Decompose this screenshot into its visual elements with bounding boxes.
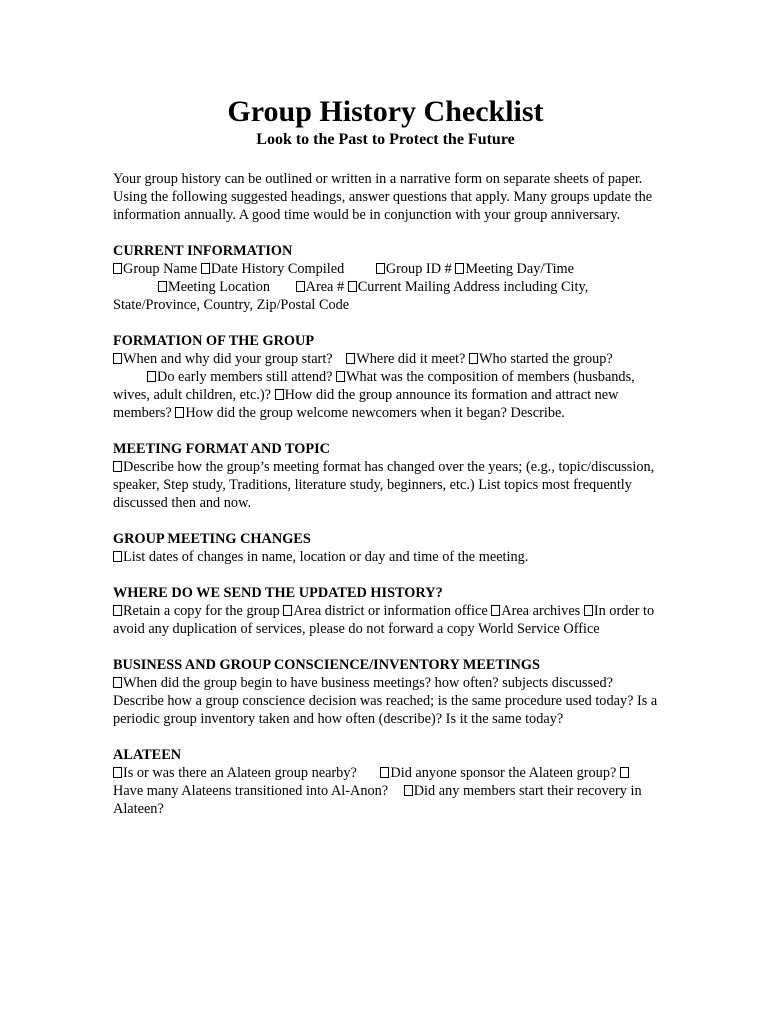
checklist-item: Do early members still attend? [157,369,333,385]
checkbox-retain-copy[interactable] [113,605,122,616]
checkbox-announce-formation[interactable] [275,389,284,400]
checkbox-alateens-transitioned[interactable] [620,767,629,778]
checklist-item: List dates of changes in name, location or day and time of the meeting. [123,549,529,565]
checkbox-current-mailing-address[interactable] [348,281,357,292]
checkbox-where-meet[interactable] [346,353,355,364]
checkbox-list-dates[interactable] [113,551,122,562]
checkbox-group-name[interactable] [113,263,122,274]
checkbox-group-id[interactable] [376,263,385,274]
document-page [113,94,658,818]
section-body [113,674,658,728]
checklist-item: How did the group announce its formation and attract new members? [113,387,619,421]
checklist-item: Describe how the group’s meeting format has changed over the years; (e.g., topic/discussion, speaker, Step study, Traditions, literature study, beginners, etc.) List topics most frequently discussed then and now. [113,459,655,511]
checklist-item: Date History Compiled [210,261,345,277]
section-heading: GROUP MEETING CHANGES [113,531,311,547]
section-heading: CURRENT INFORMATION [113,243,293,259]
checkbox-meeting-location[interactable] [158,281,167,292]
section-body [113,458,658,512]
checklist-item: When did the group begin to have business meetings? how often? subjects discussed? Describe how a group conscience decision was reached; is the same procedure used today? Is a periodic group inventory taken and how often (describe)? Is it the same today? [113,675,658,727]
checkbox-members-recovery[interactable] [404,785,413,796]
section-body [113,602,658,638]
section-alateen [113,746,658,818]
checkbox-welcome-newcomers[interactable] [175,407,184,418]
checklist-item: Retain a copy for the group [123,603,280,619]
checkbox-area-district[interactable] [283,605,292,616]
checklist-item: Have many Alateens transitioned into Al-Anon? [113,783,389,799]
section-meeting-format [113,440,658,512]
checklist-item: Meeting Day/Time [465,261,575,277]
checklist-item: Area archives [501,603,581,619]
checklist-item: How did the group welcome newcomers when it began? Describe. [185,405,565,421]
section-body [113,764,658,818]
checklist-item: When and why did your group start? [123,351,333,367]
checklist-item: Current Mailing Address including City, State/Province, Country, Zip/Postal Code [113,279,589,313]
checklist-item: Area # [305,279,345,295]
checklist-item: Where did it meet? [356,351,466,367]
checklist-item: Did anyone sponsor the Alateen group? [390,765,617,781]
section-heading: MEETING FORMAT AND TOPIC [113,441,330,457]
section-business-meetings [113,656,658,728]
page-title: Group History Checklist [227,95,544,128]
checkbox-composition[interactable] [336,371,345,382]
section-where-send [113,584,658,638]
checkbox-alateen-nearby[interactable] [113,767,122,778]
checkbox-early-members[interactable] [147,371,156,382]
checklist-item: Did any members start their recovery in Alateen? [113,783,642,817]
section-meeting-changes [113,530,658,566]
checkbox-avoid-duplication[interactable] [584,605,593,616]
checklist-item: In order to avoid any duplication of services, please do not forward a copy World Service Office [113,603,655,637]
checkbox-when-why-start[interactable] [113,353,122,364]
section-body [113,350,658,422]
checkbox-meeting-day-time[interactable] [455,263,464,274]
checklist-item: Area district or information office [293,603,488,619]
section-body [113,548,658,566]
intro-paragraph: Your group history can be outlined or written in a narrative form on separate sheets of paper. Using the following suggested headings, answer questions that apply. Many groups update the information annually. A good time would be in conjunction with your group anniversary. [113,171,653,223]
checkbox-area-archives[interactable] [491,605,500,616]
checklist-item: Is or was there an Alateen group nearby? [123,765,357,781]
section-formation [113,332,658,422]
section-body [113,260,658,314]
section-heading: FORMATION OF THE GROUP [113,333,315,349]
checkbox-meeting-format[interactable] [113,461,122,472]
checkbox-alateen-sponsor[interactable] [380,767,389,778]
checklist-item: Who started the group? [478,351,613,367]
section-heading: BUSINESS AND GROUP CONSCIENCE/INVENTORY MEETINGS [113,657,540,673]
page-subtitle: Look to the Past to Protect the Future [256,131,515,148]
checklist-item: What was the composition of members (husbands, wives, adult children, etc.)? [113,369,635,403]
checklist-item: Group Name [123,261,198,277]
checkbox-business-meetings[interactable] [113,677,122,688]
checkbox-who-started[interactable] [469,353,478,364]
checkbox-date-history-compiled[interactable] [201,263,210,274]
section-heading: ALATEEN [113,747,182,763]
section-current-information [113,242,658,314]
section-heading: WHERE DO WE SEND THE UPDATED HISTORY? [113,585,443,601]
checkbox-area-number[interactable] [296,281,305,292]
checklist-item: Meeting Location [168,279,271,295]
checklist-item: Group ID # [385,261,452,277]
